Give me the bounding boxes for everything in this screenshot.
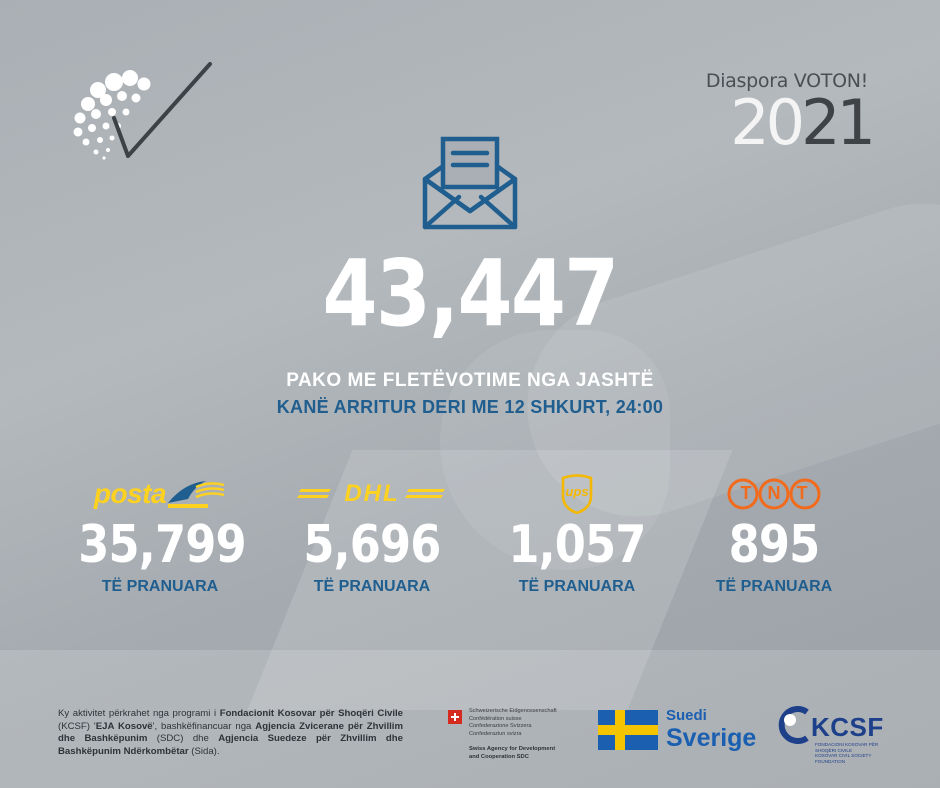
swiss-agency-line-2: and Cooperation SDC [469,753,529,760]
open-envelope-icon [421,135,519,231]
swiss-agency-line-1: Swiss Agency for Development [469,746,556,752]
carrier-dhl [277,474,467,596]
kcsf-mark-icon [775,706,811,744]
kcsf-logo [775,706,890,764]
kcsf-wordmark: KCSF [811,712,884,742]
swiss-lang-it: Confederazione Svizzera [469,723,532,729]
campaign-brand [700,70,880,159]
swiss-lang-fr: Confédération suisse [469,715,522,722]
carrier-posta [65,474,255,596]
disclaimer-bold-3: Agjencia Zvicerane për Zhvillim dhe Bashkëpunim [58,720,403,745]
tnt-logo-text: TNT [740,483,824,503]
kcsf-full-name [815,742,890,764]
disclaimer-text-4: (SDC) dhe [147,733,219,745]
sweden-sida-logo [598,707,768,755]
dhl-label: TË PRANUARA [313,578,431,595]
ups-logo-text: ups [565,484,589,499]
tnt-count: 895 [728,515,820,575]
disclaimer-text-1: Ky aktivitet përkrahet nga programi i [58,708,220,719]
swiss-cross-icon [448,710,462,724]
campaign-tagline: Diaspora VOTON! [705,70,868,92]
posta-label: TË PRANUARA [101,578,219,595]
carrier-ups [482,474,672,596]
disclaimer-text-3: ', bashkëfinancuar nga [152,720,256,732]
carrier-tnt [679,474,869,596]
headline-line-1: PAKO ME FLETËVOTIME NGA JASHTË [286,370,654,391]
dhl-count: 5,696 [303,515,441,575]
disclaimer-bold-1: Fondacionit Kosovar për Shoqëri Civile [219,708,403,719]
dhl-logo-text: DHL [344,480,400,507]
tnt-label: TË PRANUARA [715,578,833,595]
ups-count: 1,057 [508,515,646,575]
campaign-year [700,86,880,159]
kcsf-name-albanian: FONDACIONI KOSOVAR PËR SHOQËRI CIVILE [815,742,879,753]
sweden-name-albanian: Suedi [666,707,707,724]
posta-logo [65,474,255,514]
swedish-flag-icon [598,710,658,750]
swiss-agency-name [469,746,555,761]
ups-logo [482,474,672,514]
year-light-digits: 20 [730,86,802,159]
disclaimer-bold-2: EJA Kosovë [95,720,153,732]
posta-swoosh-icon [166,477,226,511]
swiss-lang-de: Schweizerische Eidgenossenschaft [469,708,557,714]
posta-logo-text: posta [93,478,167,509]
dotted-checkmark-logo [68,58,218,166]
dhl-logo [277,474,467,514]
sweden-name-swedish: Sverige [666,724,757,752]
swiss-confederation-names [469,708,557,738]
posta-count: 35,799 [78,515,246,575]
year-dark-digits: 21 [801,86,872,159]
swiss-sdc-logo [448,708,578,768]
ups-label: TË PRANUARA [518,578,636,595]
total-packages-count: 43,447 [322,240,618,347]
disclaimer-text-2: (KCSF) ' [58,720,96,732]
kcsf-name-english: KOSOVAR CIVIL SOCIETY FOUNDATION [815,753,872,764]
headline-line-2: KANË ARRITUR DERI ME 12 SHKURT, 24:00 [276,397,664,417]
disclaimer-bold-4: Agjencia Suedeze për Zhvillim dhe Bashkëpunim Ndërkombëtar [58,733,403,757]
disclaimer-text-5: (Sida). [188,745,220,757]
funding-disclaimer [58,708,403,758]
swiss-lang-rm: Confederaziun svizra [469,730,522,737]
tnt-logo [679,474,869,514]
